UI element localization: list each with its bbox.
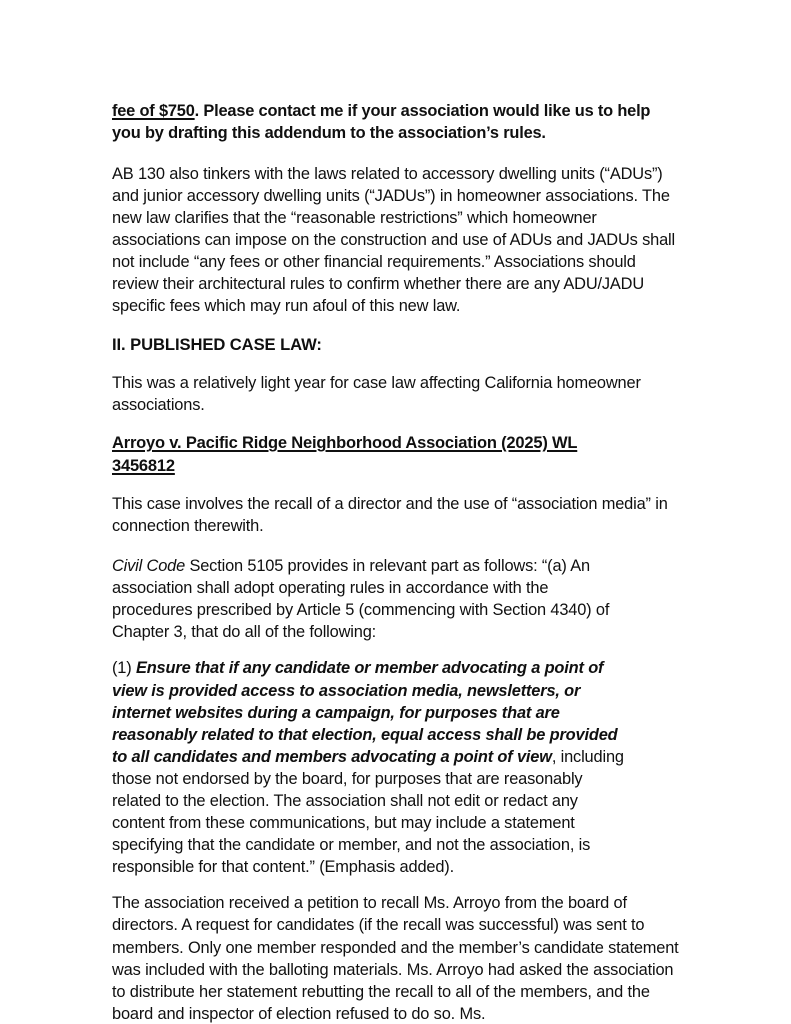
lead-underlined-fee: fee of $750	[112, 102, 195, 120]
civil-code-italic-run: Civil Code	[112, 557, 186, 576]
case-summary-paragraph: This case involves the recall of a director and the use of “association media” in connection therewith.	[112, 494, 668, 535]
case-citation-text: Arroyo v. Pacific Ridge Neighborhood Association (2025) WL 3456812	[112, 434, 578, 475]
section-heading-published-case-law: II. PUBLISHED CASE LAW:	[112, 335, 322, 355]
facts-paragraph: The association received a petition to recall Ms. Arroyo from the board of directors. A request for candidates (if the recall was successful) was sent to members. Only one member responded and the member’s candidate statement was included with the balloting materials. Ms. Arroyo had asked the association to distribute her statement rebutting the recall to all of the members, and the board and inspector of election refused to do so. Ms.	[112, 894, 679, 1023]
lead-paragraph	[112, 100, 680, 145]
statute-intro-rest: Section 5105 provides in relevant part as follows: “(a) An association shall adopt operating rules in accordance with the procedures prescribed by Article 5 (commencing with Section 4340) of Chapter 3, that do all of the following:	[112, 557, 610, 642]
statute-intro-paragraph	[112, 555, 632, 643]
statute-subsection-number: (1)	[112, 659, 136, 678]
statute-subsection-paragraph	[112, 657, 632, 878]
document-body	[112, 100, 680, 1024]
statute-subsection-emphasis: Ensure that if any candidate or member advocating a point of view is provided access to association media, newsletters, or internet websites during a campaign, for purposes that are reasonably related to that election, equal access shall be provided to all candidates and members advocating a point of view	[112, 659, 618, 766]
lead-paragraph-rest: . Please contact me if your association would like us to help you by drafting this addendum to the association’s rules.	[112, 102, 651, 143]
statute-subsection-rest: , including those not endorsed by the board, for purposes that are reasonably related to the election. The association shall not edit or redact any content from these communications, but may include a statement specifying that the candidate or member, and not the association, is responsible for that content.” (Emphasis added).	[112, 747, 624, 877]
light-year-paragraph: This was a relatively light year for case law affecting California homeowner associations.	[112, 374, 641, 415]
adu-paragraph: AB 130 also tinkers with the laws related to accessory dwelling units (“ADUs”) and junior accessory dwelling units (“JADUs”) in homeowner associations. The new law clarifies that the “reasonable restrictions” which homeowner associations can impose on the construction and use of ADUs and JADUs shall not include “any fees or other financial requirements.” Associations should review their architectural rules to confirm whether there are any ADU/JADU specific fees which may run afoul of this new law.	[112, 164, 675, 316]
case-citation-heading	[112, 432, 632, 476]
